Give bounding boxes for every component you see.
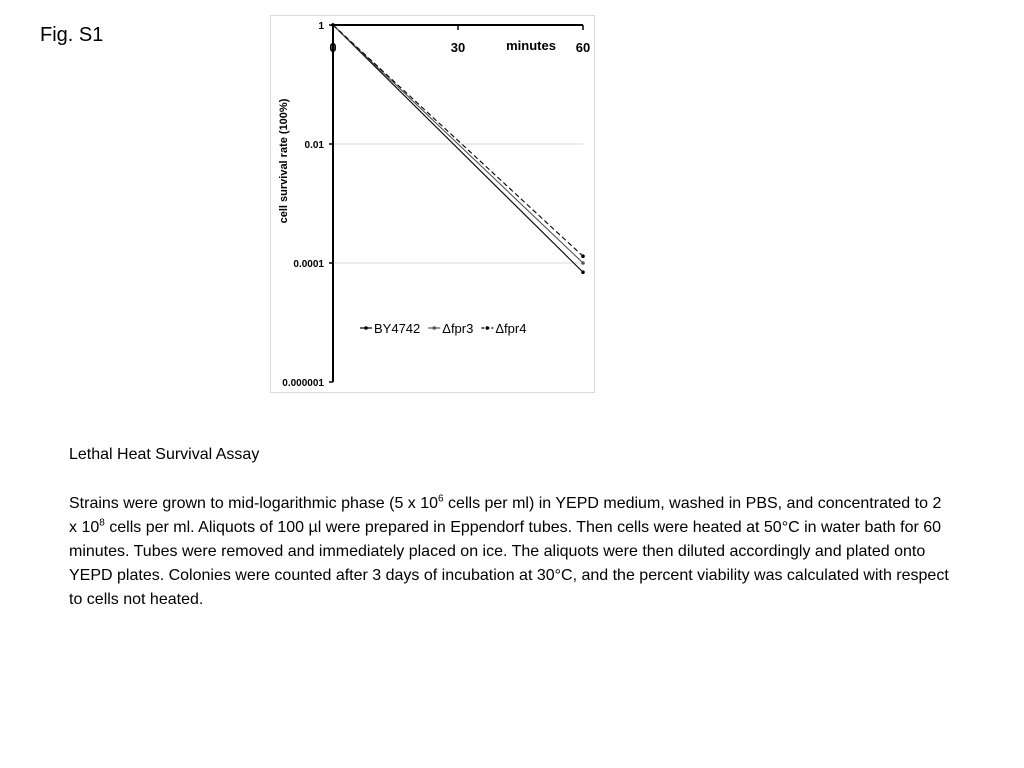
figure-label: Fig. S1 — [40, 24, 104, 46]
gridlines — [333, 144, 583, 263]
y-tick-label: 0.01 — [304, 140, 324, 151]
x-tick-label: 0 — [329, 40, 337, 55]
data-point — [581, 270, 585, 274]
y-axis-title: cell survival rate (100%) — [278, 98, 290, 224]
caption-text-part3: cells per ml. Aliquots of 100 µl were prepared in Eppendorf tubes. Then cells were heated at 50°C in water bath for 60 minutes. Tubes were removed and immediately placed on ice. The aliquots were then diluted accordingly and plated onto YEPD plates. Colonies were counted after 3 days of incubation at 30°C, and the percent viability was calculated with respect to cells not heated. — [69, 519, 949, 608]
legend-label-2: Δfpr3 — [442, 321, 474, 336]
caption-body — [69, 492, 949, 612]
caption-superscript-2: 8 — [99, 517, 105, 529]
legend-marker — [486, 326, 490, 330]
caption-title: Lethal Heat Survival Assay — [69, 446, 260, 463]
y-tick-label: 0.0001 — [293, 259, 324, 270]
legend-marker — [364, 326, 368, 330]
caption-text-part2: cells per ml) in YEPD medium, washed in PBS, and concentrated to 2 x 10 — [69, 495, 942, 536]
legend-marker — [432, 326, 436, 330]
caption-superscript-1: 6 — [438, 493, 444, 505]
x-tick-label: 30 — [450, 40, 466, 55]
survival-chart — [270, 15, 595, 393]
series-line-1 — [333, 25, 583, 272]
series-lines — [331, 23, 585, 274]
x-axis-title: minutes — [506, 38, 556, 53]
legend-label-1: BY4742 — [374, 321, 421, 336]
caption-text-part1: Strains were grown to mid-logarithmic phase (5 x 10 — [69, 495, 439, 512]
legend — [360, 321, 526, 336]
series-line-3 — [333, 25, 583, 256]
x-tick-label: 60 — [575, 40, 591, 55]
axis-labels — [278, 21, 590, 389]
data-point — [581, 261, 585, 265]
data-point — [331, 23, 335, 27]
data-point — [581, 254, 585, 258]
legend-label-3: Δfpr4 — [495, 321, 527, 336]
y-tick-label: 1 — [318, 21, 324, 32]
y-tick-label: 0.000001 — [282, 378, 324, 389]
